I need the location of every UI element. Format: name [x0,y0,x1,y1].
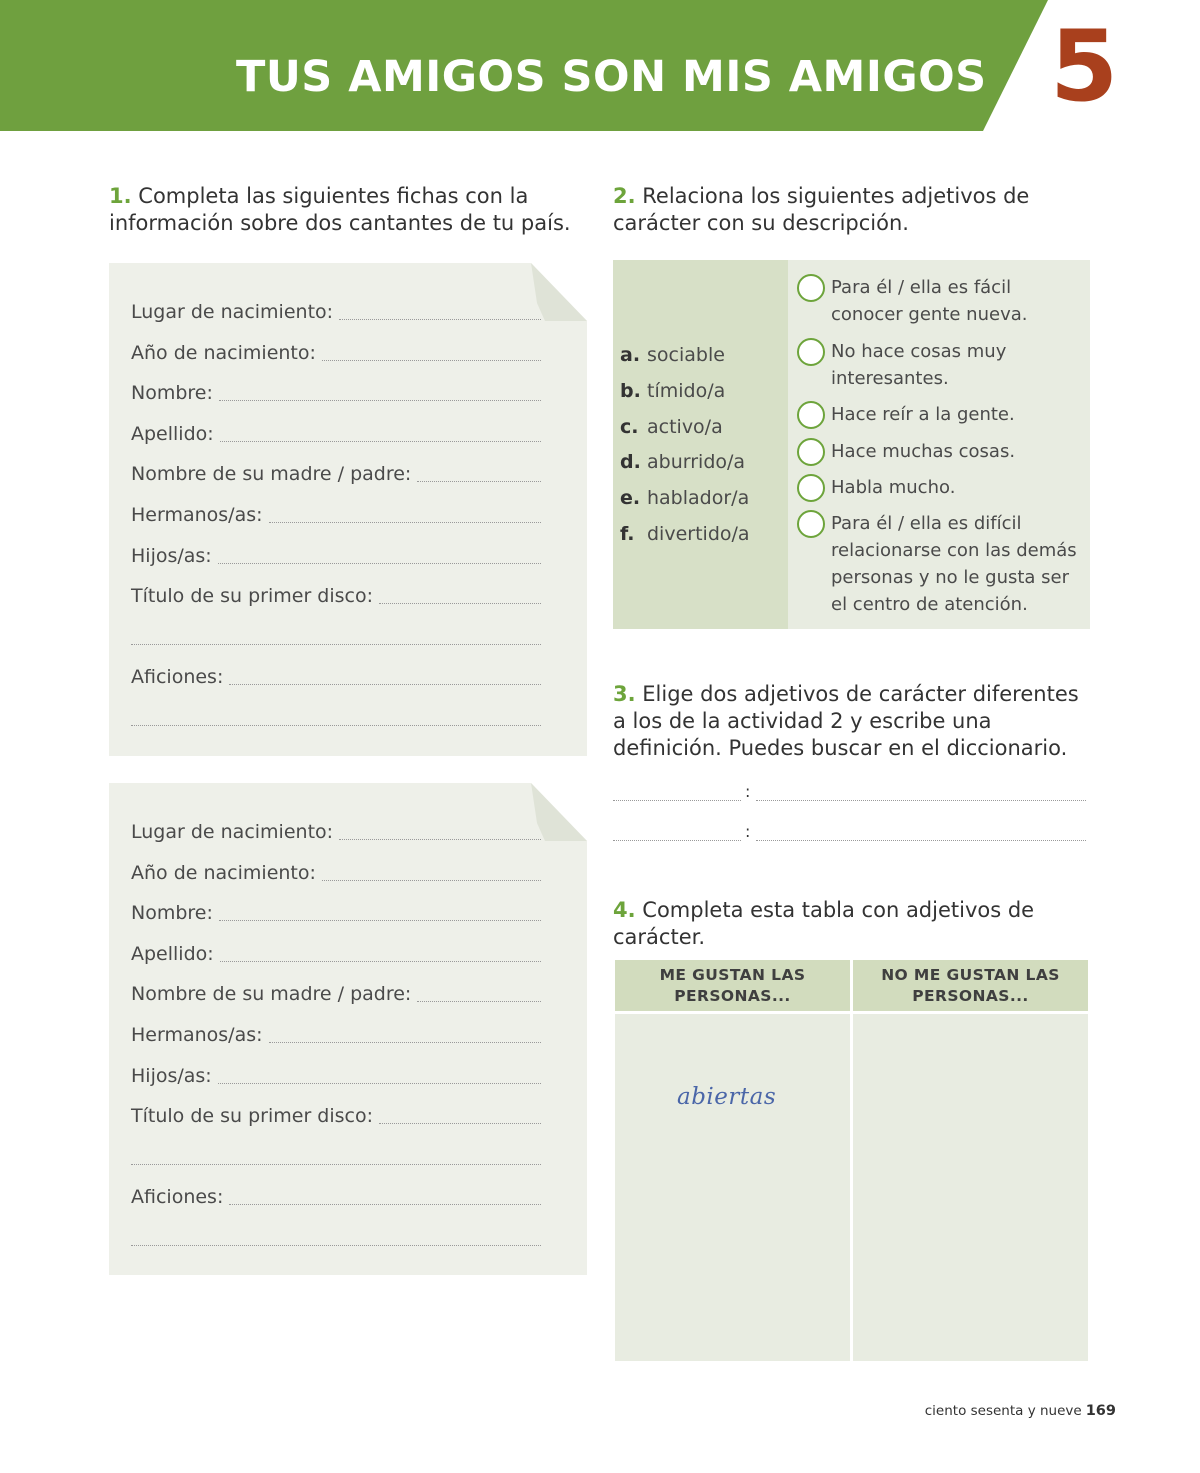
activity4-text: Completa esta tabla con adjetivos de carácter. [613,898,1035,949]
field-label: Apellido: [131,942,214,965]
field-blank-line[interactable] [220,961,541,962]
adjective-letter: a. [620,344,641,366]
adjective-letter: f. [620,523,635,545]
field-blank-line[interactable] [219,400,541,401]
description-item [797,338,1087,392]
field-blank-line[interactable] [218,1083,541,1084]
card-field-row[interactable] [131,1219,541,1249]
unit-number: 5 [1050,10,1119,124]
description-item [797,474,1087,501]
card-field-row[interactable] [131,935,541,965]
field-label: Hermanos/as: [131,1024,263,1046]
adjective-blank[interactable] [613,800,741,801]
field-blank-line[interactable] [219,920,541,921]
field-blank-line[interactable] [220,441,541,442]
activity3-instruction [613,681,1093,762]
description-text: Hace muchas cosas. [831,441,1016,462]
card-field-row[interactable] [131,455,541,485]
field-label: Lugar de nacimiento: [131,301,334,323]
description-text: Habla mucho. [831,477,956,498]
card-field-row[interactable] [131,577,541,607]
card-field-row[interactable] [131,537,541,567]
field-blank-line[interactable] [417,1001,541,1002]
description-item [797,401,1087,428]
page-footer [900,1403,1116,1419]
page-number-words: ciento sesenta y nueve [924,1403,1082,1419]
field-blank-line[interactable] [322,360,541,361]
answer-circle[interactable] [797,438,825,466]
adjective-word: aburrido/a [647,451,746,474]
page-number: 169 [1085,1403,1116,1419]
card-field-row[interactable] [131,1138,541,1168]
activity2-number: 2. [613,184,636,208]
field-blank-line[interactable] [339,319,541,320]
field-blank-line[interactable] [229,684,541,685]
adjective-letter: c. [620,415,639,438]
field-label: Nombre de su madre / padre: [131,463,412,486]
adjective-item [620,523,750,545]
adjective-word: activo/a [647,415,723,438]
singer-card-1 [109,263,587,756]
field-label: Título de su primer disco: [131,1105,373,1128]
page-title: TUS AMIGOS SON MIS AMIGOS [236,52,987,102]
answer-circle[interactable] [797,401,825,429]
card-field-row[interactable] [131,374,541,404]
adjective-word: sociable [647,344,725,366]
table-header-like: ME GUSTAN LAS PERSONAS... [615,960,850,1011]
colon: : [745,822,751,841]
description-text: Hace reír a la gente. [831,404,1015,425]
field-label: Título de su primer disco: [131,585,373,608]
card-field-row[interactable] [131,334,541,364]
card-field-row[interactable] [131,813,541,843]
adjectives-table [615,960,1088,1361]
field-label: Aficiones: [131,666,224,689]
field-blank-line[interactable] [269,1042,541,1043]
adjective-item [620,487,749,509]
field-label: Año de nacimiento: [131,341,316,364]
card-field-row[interactable] [131,496,541,526]
field-blank-line[interactable] [269,522,541,523]
field-blank-line[interactable] [322,880,541,881]
adjective-letter: d. [620,451,641,474]
field-blank-line[interactable] [131,1245,541,1246]
card-field-row[interactable] [131,1016,541,1046]
field-blank-line[interactable] [131,644,541,645]
field-blank-line[interactable] [229,1204,541,1205]
answer-circle[interactable] [797,274,825,302]
field-label: Aficiones: [131,1186,224,1209]
definition-blank[interactable] [756,800,1086,801]
field-blank-line[interactable] [131,725,541,726]
matching-box [613,260,1090,629]
card-field-row[interactable] [131,293,541,323]
answer-circle[interactable] [797,474,825,502]
field-label: Nombre: [131,382,213,405]
adjective-item [620,416,723,438]
field-label: Año de nacimiento: [131,861,316,884]
card-field-row[interactable] [131,1097,541,1127]
handwritten-example: abiertas [677,1084,777,1110]
card-field-row[interactable] [131,415,541,445]
field-label: Hijos/as: [131,1064,212,1087]
table-cell-like[interactable] [615,1014,850,1361]
description-item [797,438,1087,465]
card-field-row[interactable] [131,894,541,924]
activity1-number: 1. [109,184,132,208]
description-item [797,510,1087,618]
field-blank-line[interactable] [379,1123,541,1124]
adjective-letter: e. [620,487,641,510]
adjective-item [620,451,745,473]
activity1-instruction [109,183,579,237]
card-field-row[interactable] [131,1178,541,1208]
description-text: Para él / ella es fácil conocer gente nueva. [831,277,1028,325]
card-field-row[interactable] [131,618,541,648]
activity2-instruction [613,183,1083,237]
definition-line-2[interactable] [613,821,1086,841]
singer-card-2 [109,783,587,1275]
card-field-row[interactable] [131,975,541,1005]
field-label: Nombre: [131,902,213,925]
adjective-item [620,380,725,402]
card-field-row[interactable] [131,699,541,729]
description-item [797,274,1087,328]
adjective-letter: b. [620,379,641,402]
card-field-row[interactable] [131,1057,541,1087]
answer-circle[interactable] [797,338,825,366]
definition-line-1[interactable] [613,781,1086,801]
activity1-text: Completa las siguientes fichas con la información sobre dos cantantes de tu país. [109,184,571,235]
field-label: Apellido: [131,422,214,445]
field-blank-line[interactable] [417,481,541,482]
adjective-blank[interactable] [613,840,741,841]
field-blank-line[interactable] [379,603,541,604]
adjective-column [613,260,788,629]
activity3-number: 3. [613,682,636,706]
adjective-word: tímido/a [647,379,726,402]
adjective-item [620,344,725,366]
field-label: Hermanos/as: [131,504,263,526]
activity4-instruction [613,897,1093,951]
field-label: Hijos/as: [131,544,212,567]
activity3-text: Elige dos adjetivos de carácter diferentes a los de la actividad 2 y escribe una definición. Puedes buscar en el diccionario. [613,682,1079,760]
description-text: Para él / ella es difícil relacionarse con las demás personas y no le gusta ser el centro de atención. [831,513,1077,615]
description-text: No hace cosas muy interesantes. [831,341,1007,389]
table-cell-dislike[interactable] [853,1014,1088,1361]
card-field-row[interactable] [131,854,541,884]
adjective-word: divertido/a [647,523,750,545]
field-label: Nombre de su madre / padre: [131,983,412,1006]
header-banner [0,0,1200,132]
adjective-word: hablador/a [647,487,750,510]
activity2-text: Relaciona los siguientes adjetivos de carácter con su descripción. [613,184,1030,235]
card-field-row[interactable] [131,658,541,688]
answer-circle[interactable] [797,510,825,538]
colon: : [745,782,751,801]
activity4-number: 4. [613,898,636,922]
field-label: Lugar de nacimiento: [131,821,334,843]
field-blank-line[interactable] [218,563,541,564]
table-header-dislike: NO ME GUSTAN LAS PERSONAS... [853,960,1088,1011]
field-blank-line[interactable] [131,1164,541,1165]
field-blank-line[interactable] [339,839,541,840]
definition-blank[interactable] [756,840,1086,841]
